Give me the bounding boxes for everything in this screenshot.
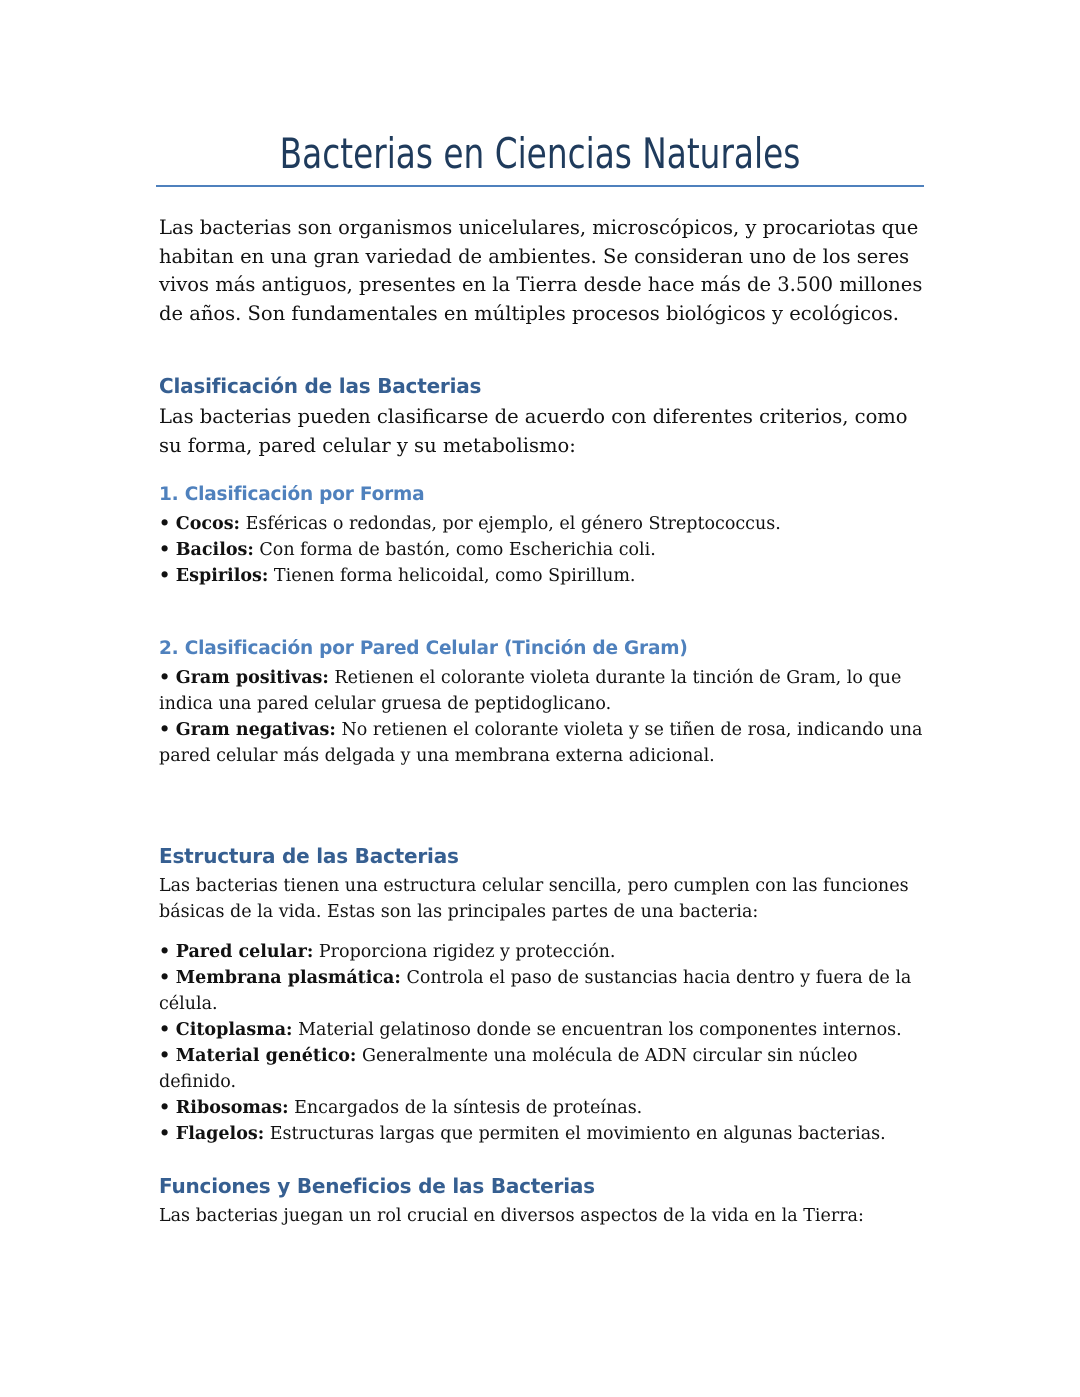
list-item-text: Esféricas o redondas, por ejemplo, el género Streptococcus. [245, 514, 781, 534]
list-item: • Cocos: Esféricas o redondas, por ejemplo, el género Streptococcus. [159, 514, 781, 534]
forma-list [159, 511, 929, 589]
title-divider [156, 185, 924, 187]
list-item: • Pared celular: Proporciona rigidez y protección. [159, 942, 616, 962]
list-item-text: Controla el paso de sustancias hacia dentro y fuera de la célula. [159, 968, 912, 1014]
list-item-text: Estructuras largas que permiten el movimiento en algunas bacterias. [269, 1124, 886, 1144]
estructura-list [159, 939, 929, 1147]
list-item-label: Pared celular: [175, 942, 314, 962]
list-item-label: Cocos: [175, 514, 241, 534]
list-item-label: Membrana plasmática: [175, 968, 401, 988]
list-item-text: Material gelatinoso donde se encuentran los componentes internos. [298, 1020, 902, 1040]
list-item-label: Bacilos: [175, 540, 254, 560]
subsection-forma [159, 482, 929, 589]
list-item-label: Gram negativas: [175, 720, 336, 740]
list-item: • Bacilos: Con forma de bastón, como Escherichia coli. [159, 540, 656, 560]
subsection-heading-pared: 2. Clasificación por Pared Celular (Tinción de Gram) [159, 638, 688, 659]
list-item: • Citoplasma: Material gelatinoso donde se encuentran los componentes internos. [159, 1020, 902, 1040]
list-item-label: Material genético: [175, 1046, 357, 1066]
list-item-text: Retienen el colorante violeta durante la tinción de Gram, lo que indica una pared celular gruesa de peptidoglicano. [159, 668, 902, 714]
list-item-label: Citoplasma: [175, 1020, 293, 1040]
section-clasificacion [159, 372, 929, 460]
intro-paragraph: Las bacterias son organismos unicelulares, microscópicos, y procariotas que habitan en una gran variedad de ambientes. Se consideran uno de los seres vivos más antiguos, presentes en la Tierra desde hace más de 3.500 millones de años. Son fundamentales en múltiples procesos biológicos y ecológicos. [159, 216, 923, 325]
list-item: • Gram positivas: Retienen el colorante violeta durante la tinción de Gram, lo que indica una pared celular gruesa de peptidoglicano. [159, 668, 902, 714]
subsection-heading-forma: 1. Clasificación por Forma [159, 484, 425, 505]
list-item: • Espirilos: Tienen forma helicoidal, como Spirillum. [159, 566, 636, 586]
page-title: Bacterias en Ciencias Naturales [279, 129, 801, 178]
section-text-funciones: Las bacterias juegan un rol crucial en diversos aspectos de la vida en la Tierra: [159, 1206, 864, 1226]
section-text-estructura: Las bacterias tienen una estructura celular sencilla, pero cumplen con las funciones básicas de la vida. Estas son las principales partes de una bacteria: [159, 876, 909, 922]
list-item: • Ribosomas: Encargados de la síntesis de proteínas. [159, 1098, 643, 1118]
list-item-label: Gram positivas: [175, 668, 329, 688]
section-estructura [159, 842, 929, 1147]
subsection-pared [159, 636, 929, 769]
section-funciones [159, 1172, 929, 1229]
section-heading-funciones: Funciones y Beneficios de las Bacterias [159, 1174, 595, 1198]
list-item-text: Tienen forma helicoidal, como Spirillum. [273, 566, 636, 586]
list-item-label: Flagelos: [175, 1124, 265, 1144]
list-item-text: No retienen el colorante violeta y se tiñen de rosa, indicando una pared celular más delgada y una membrana externa adicional. [159, 720, 923, 766]
list-item: • Gram negativas: No retienen el colorante violeta y se tiñen de rosa, indicando una pared celular más delgada y una membrana externa adicional. [159, 720, 923, 766]
list-item-text: Con forma de bastón, como Escherichia coli. [259, 540, 656, 560]
list-item-text: Encargados de la síntesis de proteínas. [294, 1098, 643, 1118]
list-item-text: Proporciona rigidez y protección. [318, 942, 616, 962]
section-heading-estructura: Estructura de las Bacterias [159, 844, 459, 868]
list-item: • Flagelos: Estructuras largas que permiten el movimiento en algunas bacterias. [159, 1124, 886, 1144]
section-text-clasificacion: Las bacterias pueden clasificarse de acuerdo con diferentes criterios, como su forma, pared celular y su metabolismo: [159, 405, 908, 457]
list-item-label: Ribosomas: [175, 1098, 289, 1118]
list-item: • Membrana plasmática: Controla el paso de sustancias hacia dentro y fuera de la célula. [159, 968, 912, 1014]
list-item-label: Espirilos: [175, 566, 269, 586]
section-heading-clasificacion: Clasificación de las Bacterias [159, 374, 482, 398]
list-item-text: Generalmente una molécula de ADN circular sin núcleo definido. [159, 1046, 858, 1092]
pared-list [159, 665, 929, 769]
list-item: • Material genético: Generalmente una molécula de ADN circular sin núcleo definido. [159, 1046, 858, 1092]
